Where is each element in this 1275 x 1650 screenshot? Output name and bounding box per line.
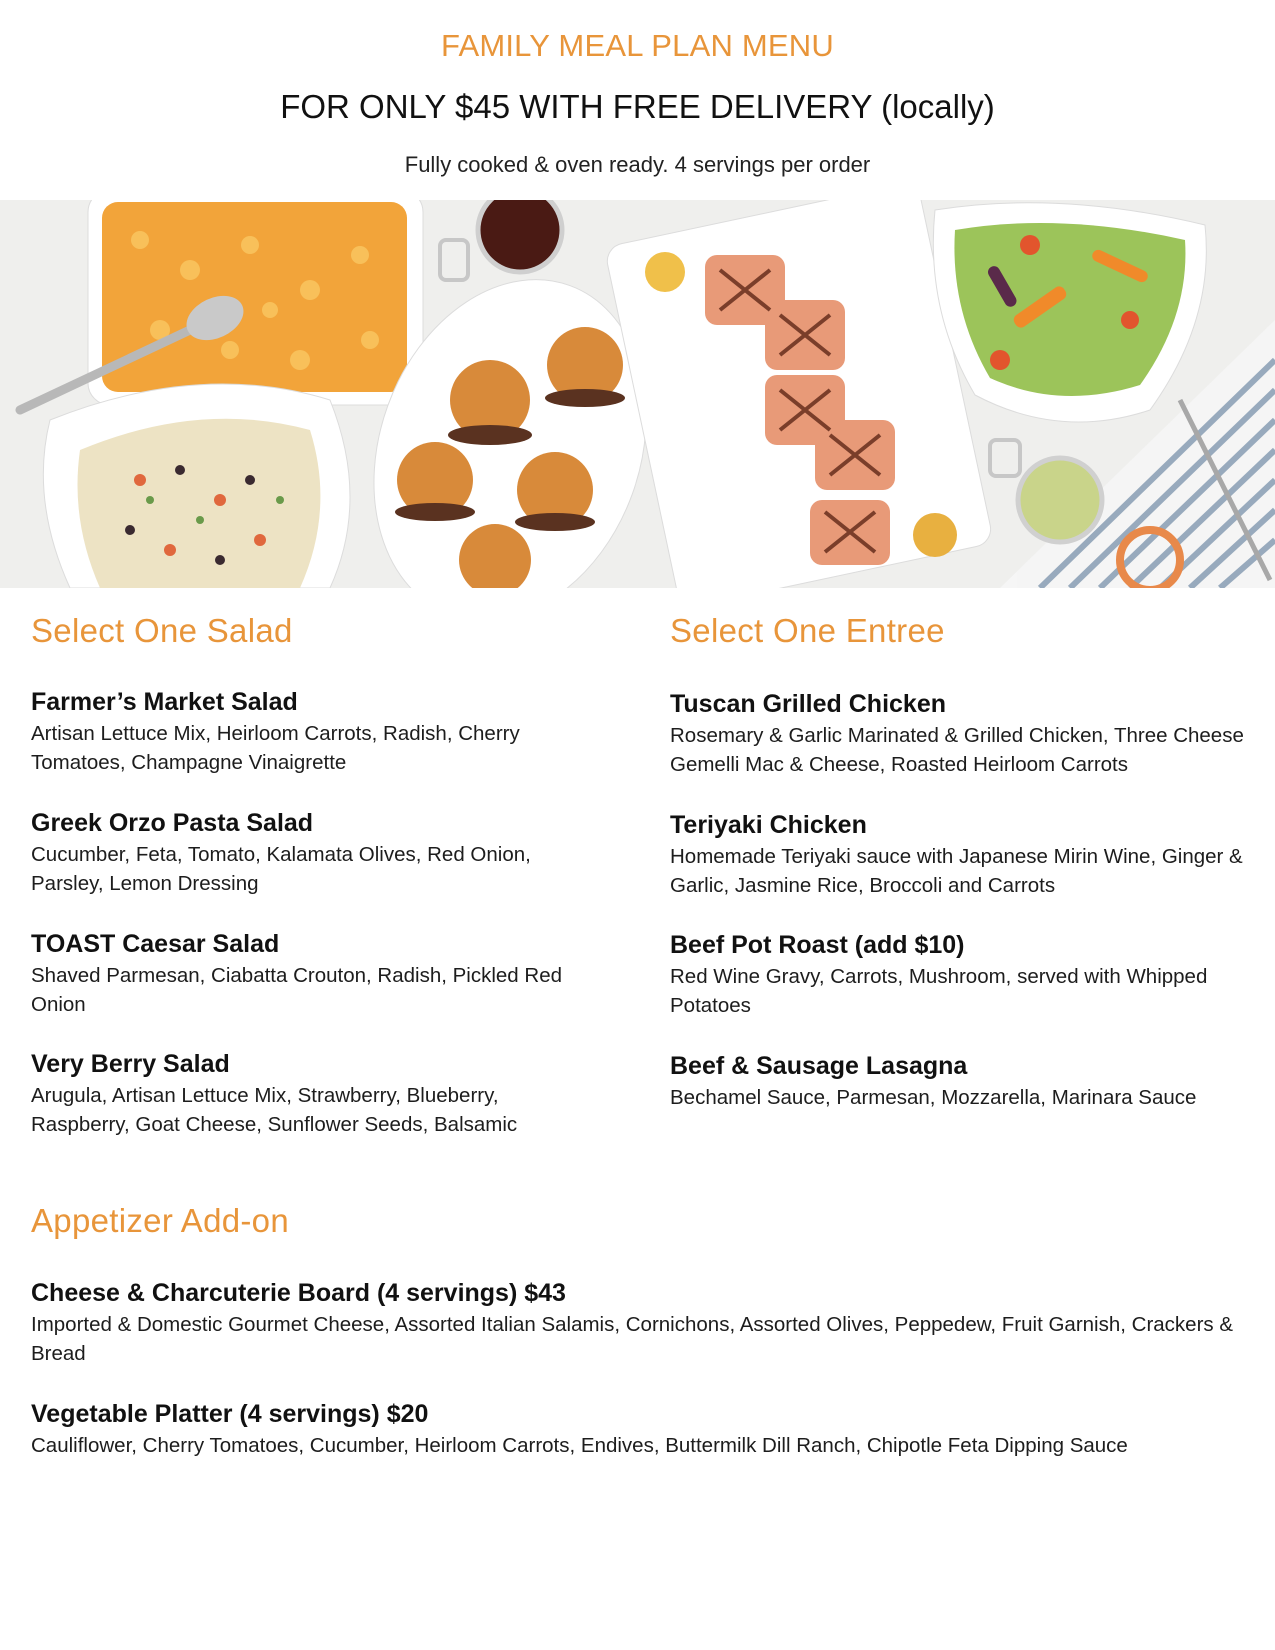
entree-description: Red Wine Gravy, Carrots, Mushroom, served with Whipped Potatoes	[670, 965, 1208, 1017]
entree-item	[670, 689, 1260, 779]
entree-description: Homemade Teriyaki sauce with Japanese Mirin Wine, Ginger & Garlic, Jasmine Rice, Broccoli and Carrots	[670, 845, 1243, 897]
salad-description: Cucumber, Feta, Tomato, Kalamata Olives, Red Onion, Parsley, Lemon Dressing	[31, 843, 531, 895]
appetizer-heading: Appetizer Add-on	[31, 1202, 289, 1239]
salad-item	[31, 687, 601, 777]
salad-heading: Select One Salad	[31, 612, 293, 649]
appetizer-name: Cheese & Charcuterie Board (4 servings) $43	[31, 1279, 566, 1307]
entree-description: Rosemary & Garlic Marinated & Grilled Chicken, Three Cheese Gemelli Mac & Cheese, Roasted Heirloom Carrots	[670, 724, 1244, 776]
appetizer-description: Cauliflower, Cherry Tomatoes, Cucumber, Heirloom Carrots, Endives, Buttermilk Dill Ranch, Chipotle Feta Dipping Sauce	[31, 1434, 1128, 1457]
salad-name: Farmer’s Market Salad	[31, 688, 298, 716]
salad-description: Arugula, Artisan Lettuce Mix, Strawberry, Blueberry, Raspberry, Goat Cheese, Sunflower Seeds, Balsamic	[31, 1084, 518, 1136]
appetizer-name: Vegetable Platter (4 servings) $20	[31, 1400, 429, 1428]
appetizer-item	[31, 1399, 1251, 1460]
food-spread-illustration	[0, 200, 1275, 588]
salad-name: Greek Orzo Pasta Salad	[31, 809, 314, 837]
mac-and-cheese-dish	[88, 200, 423, 405]
tagline: Fully cooked & oven ready. 4 servings per order	[404, 152, 871, 177]
appetizer-description: Imported & Domestic Gourmet Cheese, Assorted Italian Salamis, Cornichons, Assorted Olives, Peppedew, Fruit Garnish, Crackers & Bread	[31, 1313, 1234, 1365]
price-offer: FOR ONLY $45 WITH FREE DELIVERY (locally)	[280, 88, 995, 125]
entree-name: Tuscan Grilled Chicken	[670, 690, 947, 718]
appetizer-section	[31, 1202, 1251, 1457]
entree-item	[670, 810, 1260, 900]
entree-item	[670, 1051, 1260, 1112]
entree-section	[670, 612, 1260, 1109]
entree-name: Beef Pot Roast (add $10)	[670, 931, 965, 959]
entree-description: Bechamel Sauce, Parmesan, Mozzarella, Marinara Sauce	[670, 1086, 1197, 1109]
salad-name: TOAST Caesar Salad	[31, 930, 280, 958]
entree-name: Teriyaki Chicken	[670, 811, 867, 839]
orzo-salad-bowl	[43, 384, 350, 588]
salad-description: Artisan Lettuce Mix, Heirloom Carrots, Radish, Cherry Tomatoes, Champagne Vinaigrette	[31, 722, 520, 774]
salad-item	[31, 808, 601, 898]
entree-heading: Select One Entree	[670, 612, 945, 649]
entree-item	[670, 930, 1260, 1020]
salad-section	[31, 612, 601, 1136]
appetizer-item	[31, 1278, 1251, 1368]
menu-title: FAMILY MEAL PLAN MENU	[441, 28, 834, 63]
salad-name: Very Berry Salad	[31, 1050, 230, 1078]
salad-item	[31, 1049, 601, 1139]
salad-item	[31, 929, 601, 1019]
food-photo-banner	[0, 200, 1275, 588]
salad-description: Shaved Parmesan, Ciabatta Crouton, Radish, Pickled Red Onion	[31, 964, 563, 1016]
entree-name: Beef & Sausage Lasagna	[670, 1052, 968, 1080]
